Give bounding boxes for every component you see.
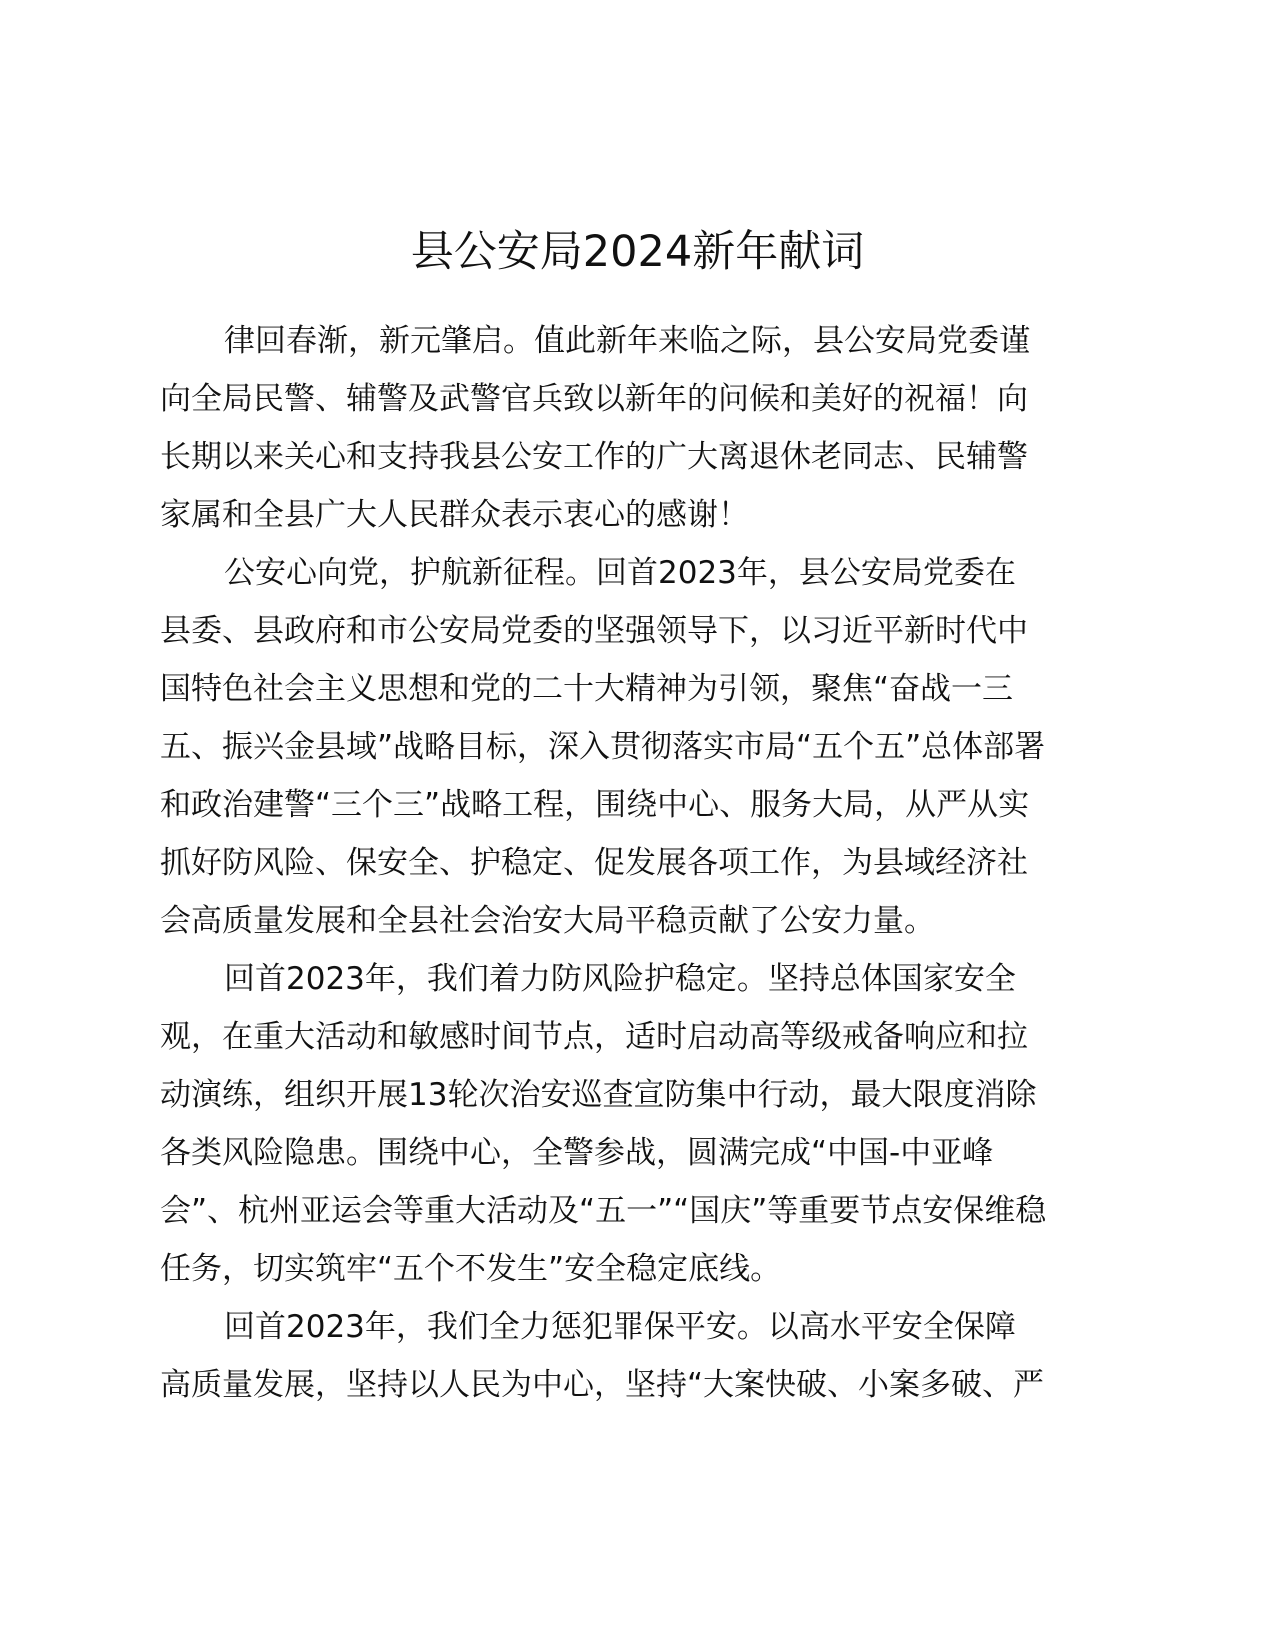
document-body [160,312,1120,1414]
paragraph-line: 会”、杭州亚运会等重大活动及“五一”“国庆”等重要节点安保维稳 [160,1193,1047,1229]
paragraph-line: 观，在重大活动和敏感时间节点，适时启动高等级戒备响应和拉 [160,1019,1028,1055]
paragraph-line: 回首2023年，我们着力防风险护稳定。坚持总体国家安全 [224,961,1016,997]
paragraph-line: 和政治建警“三个三”战略工程，围绕中心、服务大局，从严从实 [160,787,1030,823]
paragraph-line: 长期以来关心和支持我县公安工作的广大离退休老同志、民辅警 [160,439,1028,475]
paragraph-risk-prevention [160,950,1120,1298]
document-title: 县公安局2024新年献词 [410,227,865,277]
paragraph-line: 抓好防风险、保安全、护稳定、促发展各项工作，为县域经济社 [160,845,1028,881]
paragraph-line: 县委、县政府和市公安局党委的坚强领导下，以习近平新时代中 [160,613,1028,649]
paragraph-line: 会高质量发展和全县社会治安大局平稳贡献了公安力量。 [160,903,935,939]
paragraph-line: 向全局民警、辅警及武警官兵致以新年的问候和美好的祝福！向 [160,381,1028,417]
paragraph-line: 任务，切实筑牢“五个不发生”安全稳定底线。 [160,1251,782,1287]
paragraph-line: 律回春渐，新元肇启。值此新年来临之际，县公安局党委谨 [224,323,1030,359]
paragraph-line: 回首2023年，我们全力惩犯罪保平安。以高水平安全保障 [224,1309,1016,1345]
paragraph-line: 家属和全县广大人民群众表示衷心的感谢！ [160,497,749,533]
paragraph-line: 高质量发展，坚持以人民为中心，坚持“大案快破、小案多破、严 [160,1367,1045,1403]
paragraph-line: 公安心向党，护航新征程。回首2023年，县公安局党委在 [224,555,1016,591]
paragraph-crime-fighting [160,1298,1120,1414]
paragraph-party-loyalty [160,544,1120,950]
paragraph-line: 各类风险隐患。围绕中心，全警参战，圆满完成“中国-中亚峰 [160,1135,994,1171]
paragraph-line: 五、振兴金县域”战略目标，深入贯彻落实市局“五个五”总体部署 [160,729,1046,765]
paragraph-new-year-greeting [160,312,1120,544]
paragraph-line: 国特色社会主义思想和党的二十大精神为引领，聚焦“奋战一三 [160,671,1014,707]
paragraph-line: 动演练，组织开展13轮次治安巡查宣防集中行动，最大限度消除 [160,1077,1037,1113]
